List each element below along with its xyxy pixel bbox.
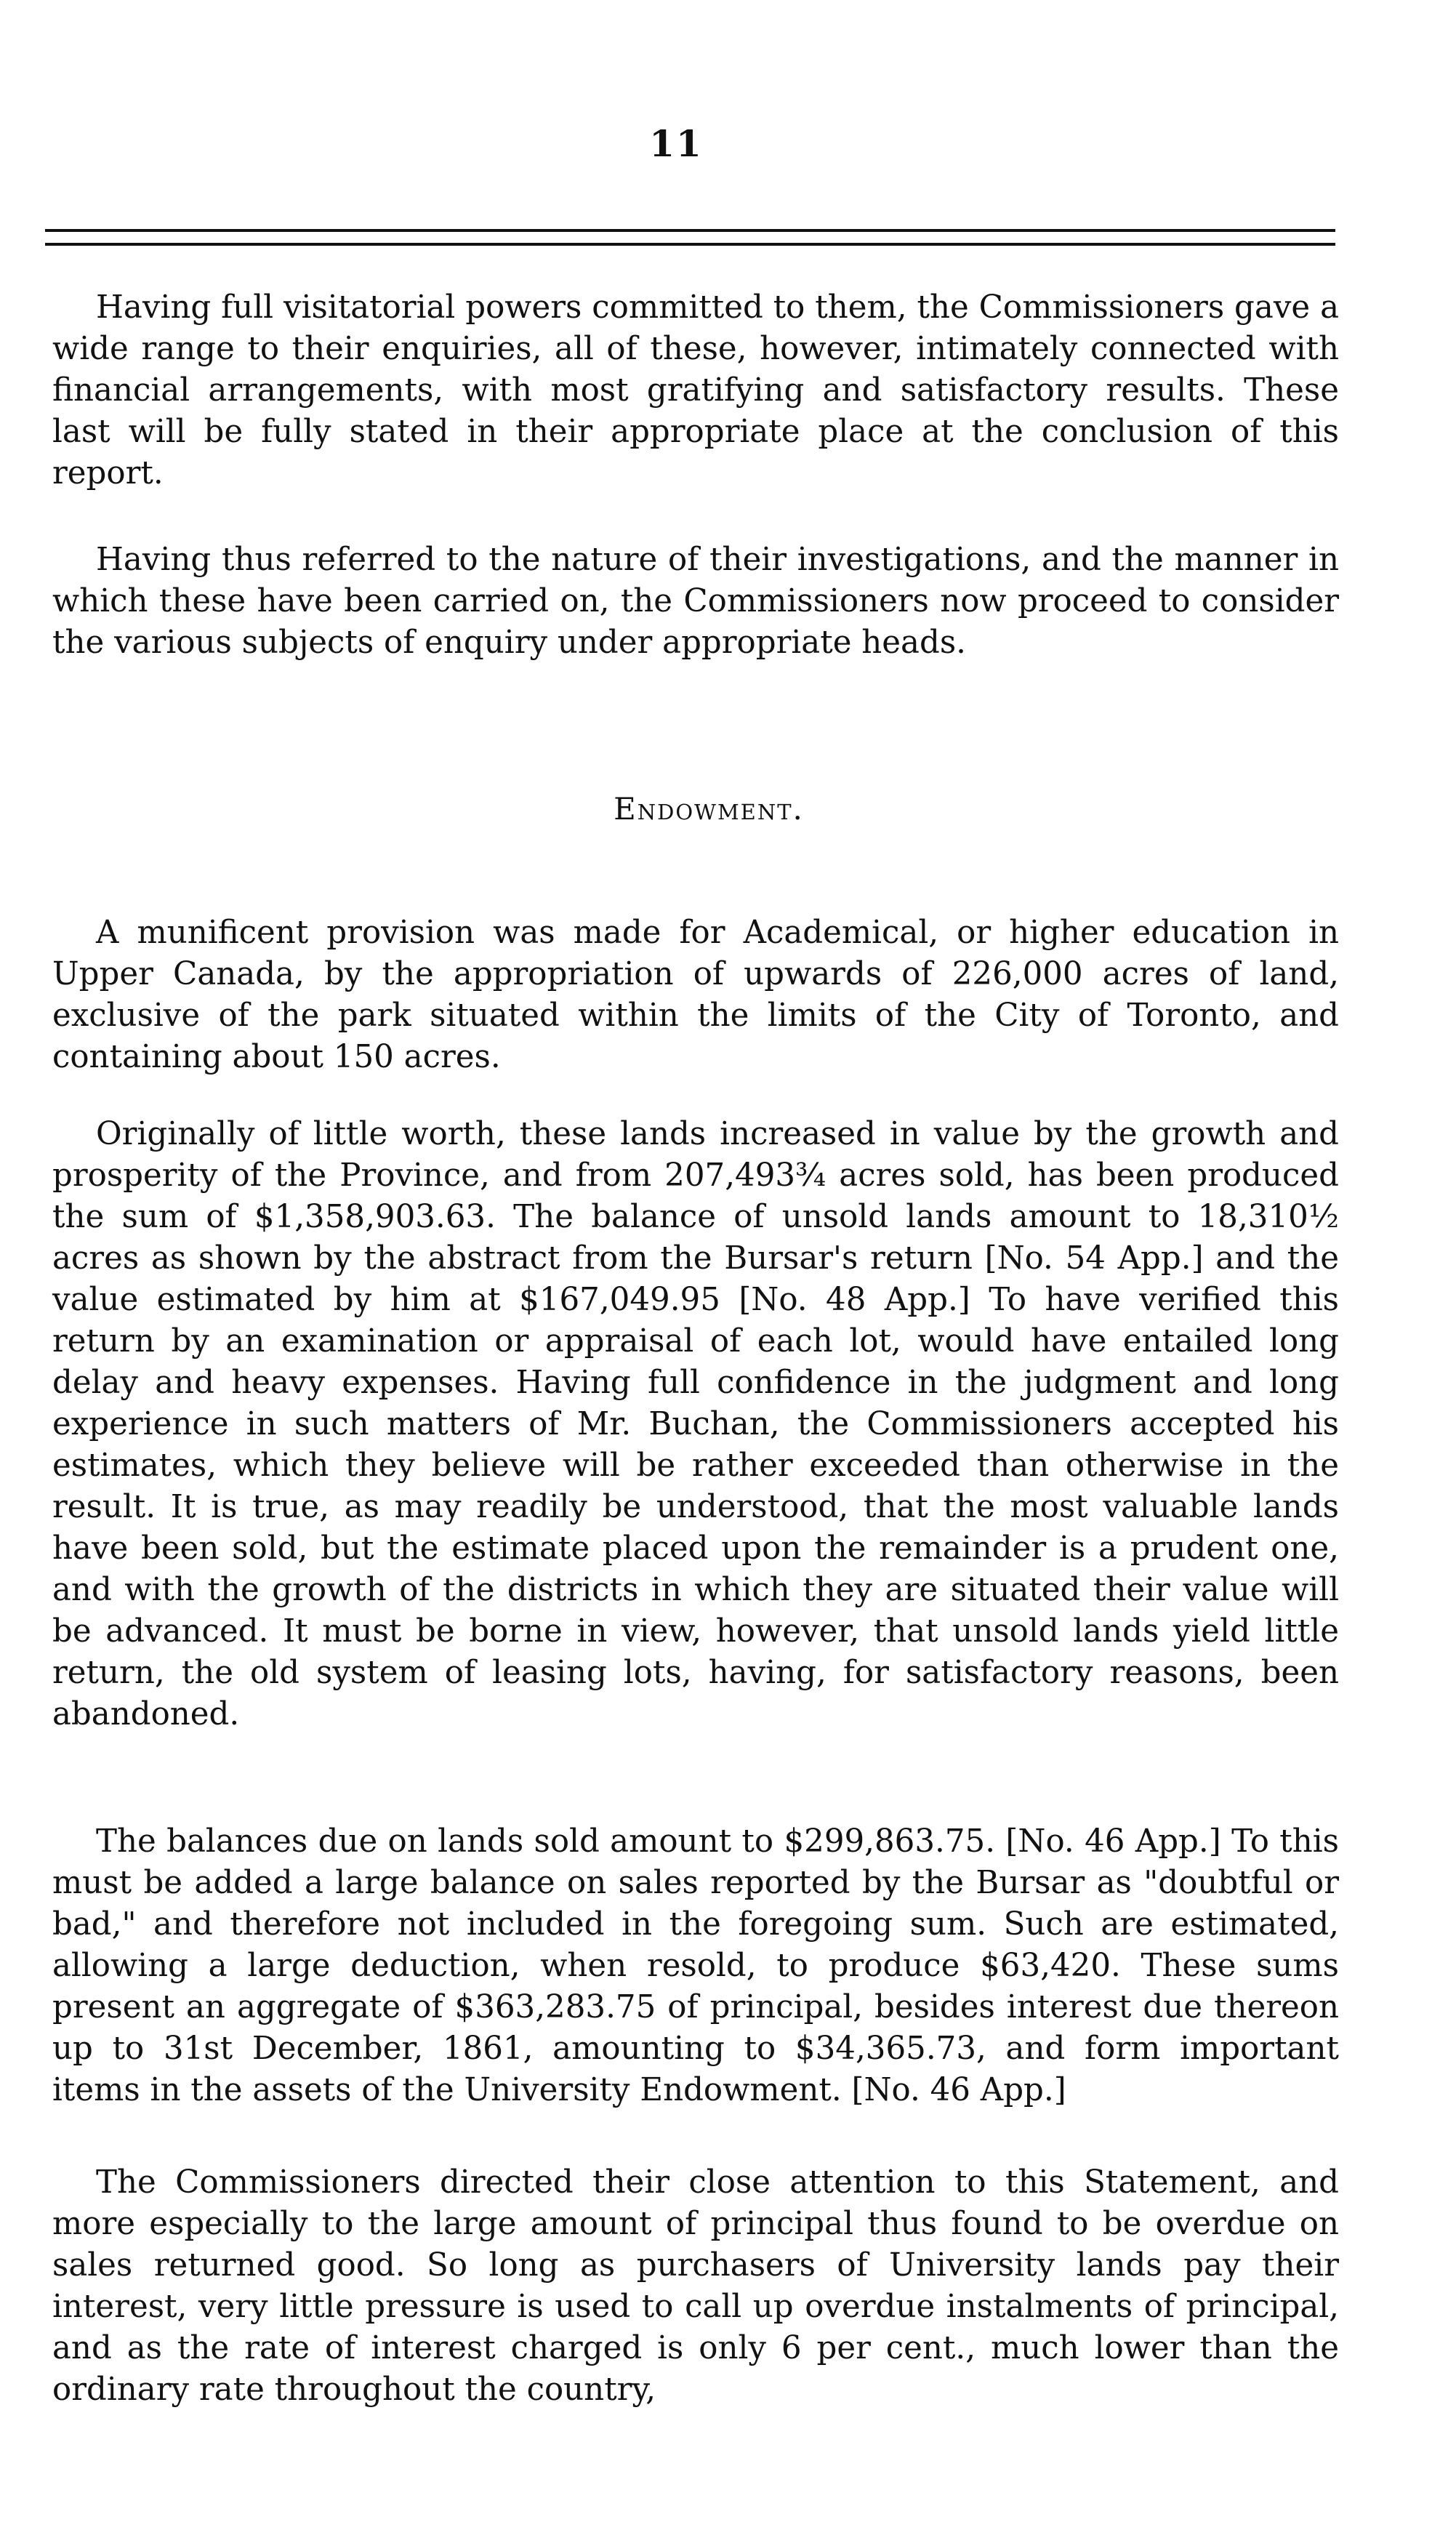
paragraph-2 — [52, 539, 1339, 664]
section-heading: Endowment. — [614, 791, 804, 827]
paragraph-text: Originally of little worth, these lands increased in value by the growth and prosperity of the Province, and from 207,493¾ acres sold, has been produced the sum of $1,358,903.63. The balance of unsold lands amount to 18,310½ acres as shown by the abstract from the Bursar's return [No. 54 App.] and the value estimated by him at $167,049.95 [No. 48 App.] To have verified this return by an examination or appraisal of each lot, would have entailed long delay and heavy expenses. Having full confidence in the judgment and long experience in such matters of Mr. Buchan, the Commissioners accepted his estimates, which they believe will be rather exceeded than otherwise in the result. It is true, as may readily be understood, that the most valuable lands have been sold, but the estimate placed upon the remainder is a prudent one, and with the growth of the districts in which they are situated their value will be advanced. It must be borne in view, however, that unsold lands yield little return, the old system of leasing lots, having, for satisfactory reasons, been abandoned. — [52, 1116, 1339, 1732]
paragraph-text: Having thus referred to the nature of their investigations, and the manner in which these have been carried on, the Commissioners now proceed to consider the various subjects of enquiry under appropriate heads. — [52, 542, 1339, 661]
paragraph-text: The balances due on lands sold amount to $299,863.75. [No. 46 App.] To this must be added a large balance on sales reported by the Bursar as "doubtful or bad," and therefore not included in the foregoing sum. Such are estimated, allowing a large deduction, when resold, to produce $63,420. These sums present an aggregate of $363,283.75 of principal, besides interest due thereon up to 31st December, 1861, amounting to $34,365.73, and form important items in the assets of the University Endowment. [No. 46 App.] — [52, 1823, 1339, 2108]
paragraph-1 — [52, 287, 1339, 494]
header-rule-top — [45, 229, 1335, 232]
paragraph-text: A munificent provision was made for Academical, or higher education in Upper Canada, by the appropriation of upwards of 226,000 acres of land, exclusive of the park situated within the limits of the City of Toronto, and containing about 150 acres. — [52, 915, 1339, 1075]
paragraph-3 — [52, 912, 1339, 1078]
paragraph-4 — [52, 1114, 1339, 1735]
paragraph-text: The Commissioners directed their close attention to this Statement, and more especially to the large amount of principal thus found to be overdue on sales returned good. So long as purchasers of University lands pay their interest, very little pressure is used to call up overdue instalments of principal, and as the rate of interest charged is only 6 per cent., much lower than the ordinary rate throughout the country, — [52, 2164, 1339, 2408]
header-rule-bottom — [45, 243, 1335, 246]
paragraph-5 — [52, 1821, 1339, 2111]
paragraph-text: Having full visitatorial powers committed to them, the Commissioners gave a wide range to their enquiries, all of these, however, intimately connected with financial arrangements, with most gratifying and satisfactory results. These last will be fully stated in their appropriate place at the conclusion of this report. — [52, 289, 1339, 491]
paragraph-6 — [52, 2162, 1339, 2411]
page-number: 11 — [649, 122, 703, 165]
